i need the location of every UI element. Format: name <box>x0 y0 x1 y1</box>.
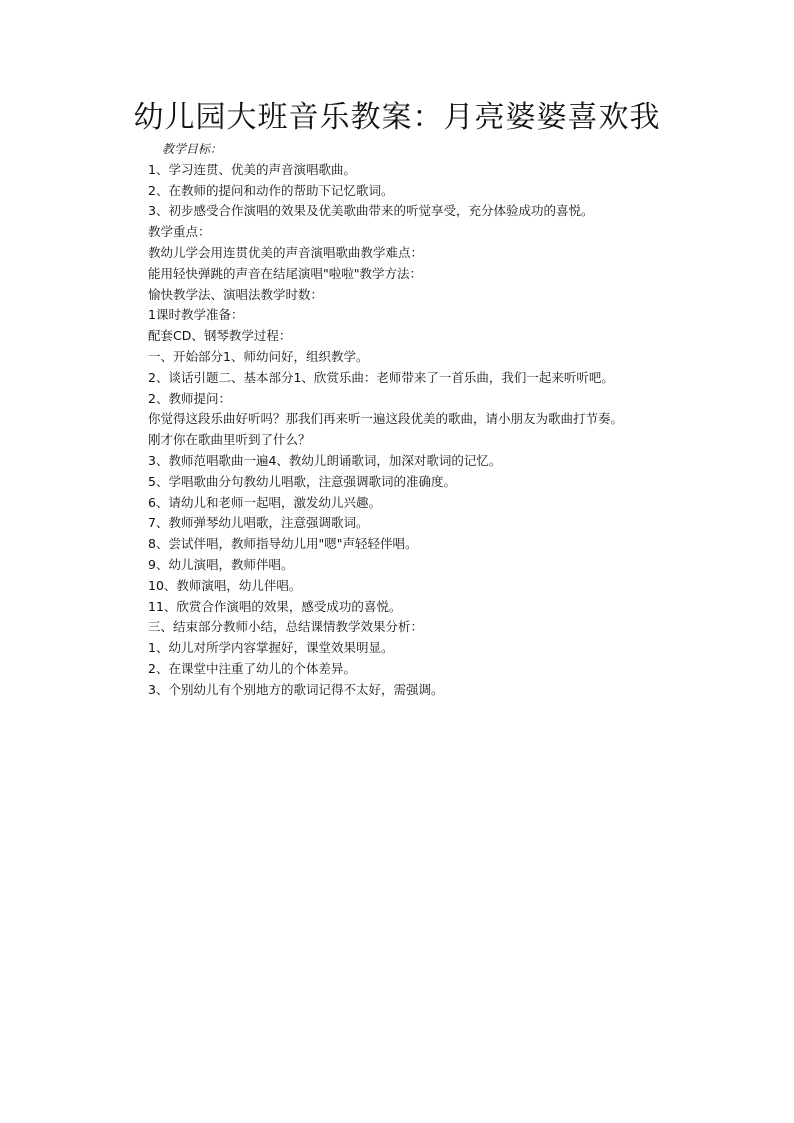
text-line: 1课时教学准备： <box>148 307 244 323</box>
text-line: 配套CD、钢琴教学过程： <box>148 328 292 344</box>
text-line: 3、教师范唱歌曲一遍4、教幼儿朗诵歌词，加深对歌词的记忆。 <box>148 452 502 468</box>
section-heading-key-points: 教学重点： <box>148 224 211 240</box>
text-line: 2、在教师的提问和动作的帮助下记忆歌词。 <box>148 182 394 198</box>
text-line: 2、教师提问： <box>148 390 231 406</box>
document-title: 幼儿园大班音乐教案：月亮婆婆喜欢我 <box>133 100 661 135</box>
text-line: 1、学习连贯、优美的声音演唱歌曲。 <box>148 161 356 177</box>
text-line: 三、结束部分教师小结，总结课情教学效果分析： <box>148 619 424 635</box>
text-line: 刚才你在歌曲里听到了什么？ <box>148 432 311 448</box>
text-line: 一、开始部分1、师幼问好，组织教学。 <box>148 348 369 364</box>
text-line: 10、教师演唱，幼儿伴唱。 <box>148 577 302 593</box>
text-line: 2、谈话引题二、基本部分1、欣赏乐曲：老师带来了一首乐曲，我们一起来听听吧。 <box>148 369 614 385</box>
text-line: 9、幼儿演唱，教师伴唱。 <box>148 556 294 572</box>
text-line: 能用轻快弹跳的声音在结尾演唱"啦啦"教学方法： <box>148 265 422 281</box>
text-line: 11、欣赏合作演唱的效果，感受成功的喜悦。 <box>148 598 402 614</box>
text-line: 6、请幼儿和老师一起唱，激发幼儿兴趣。 <box>148 494 381 510</box>
text-line: 7、教师弹琴幼儿唱歌，注意强调歌词。 <box>148 515 369 531</box>
section-heading-objectives: 教学目标： <box>162 142 223 156</box>
text-line: 2、在课堂中注重了幼儿的个体差异。 <box>148 660 356 676</box>
text-line: 3、个别幼儿有个别地方的歌词记得不太好，需强调。 <box>148 681 444 697</box>
document-body <box>148 139 708 701</box>
text-line: 1、幼儿对所学内容掌握好，课堂效果明显。 <box>148 640 394 656</box>
text-line: 3、初步感受合作演唱的效果及优美歌曲带来的听觉享受，充分体验成功的喜悦。 <box>148 203 594 219</box>
text-line: 愉快教学法、演唱法教学时数： <box>148 286 324 302</box>
text-line: 8、尝试伴唱，教师指导幼儿用"嗯"声轻轻伴唱。 <box>148 536 418 552</box>
text-line: 教幼儿学会用连贯优美的声音演唱歌曲教学难点： <box>148 244 424 260</box>
text-line: 你觉得这段乐曲好听吗？那我们再来听一遍这段优美的歌曲，请小朋友为歌曲打节奏。 <box>148 411 624 427</box>
text-line: 5、学唱歌曲分句教幼儿唱歌，注意强调歌词的准确度。 <box>148 473 456 489</box>
